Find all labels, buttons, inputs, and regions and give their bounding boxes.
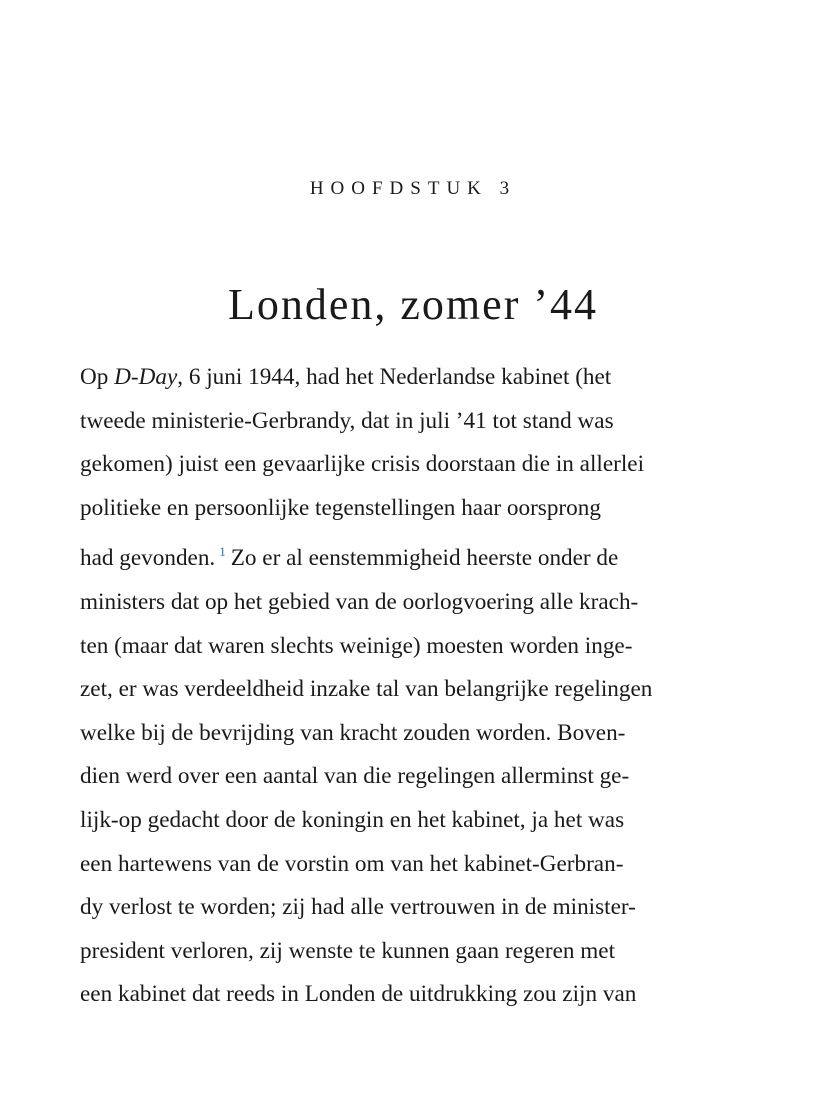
text-line: dien werd over een aantal van die regelingen allerminst ge- [80,763,630,790]
body-paragraph [80,356,746,1017]
text-line: welke bij de bevrijding van kracht zouden worden. Boven- [80,719,626,746]
text-line: ministers dat op het gebied van de oorlogvoering alle krach- [80,588,639,615]
text-line: ten (maar dat waren slechts weinige) moesten worden inge- [80,632,633,659]
chapter-label: HOOFDSTUK 3 [309,178,517,199]
text-line: een kabinet dat reeds in Londen de uitdrukking zou zijn van [80,981,637,1008]
text-fragment: had gevonden. [80,545,216,572]
text-line [80,356,746,400]
text-line: gekomen) juist een gevaarlijke crisis doorstaan die in allerlei [80,451,645,478]
text-line: lijk-op gedacht door de koningin en het kabinet, ja het was [80,806,625,833]
text-fragment: , 6 juni 1944, had het Nederlandse kabinet (het [177,364,612,390]
text-line: dy verlost te worden; zij had alle vertrouwen in de minister- [80,894,636,921]
text-fragment: Op [80,364,115,390]
text-line: tweede ministerie-Gerbrandy, dat in juli ’41 tot stand was [80,407,614,434]
text-line [80,530,746,581]
emphasis-d-day: D-Day [114,364,178,390]
chapter-title: Londen, zomer ’44 [228,280,598,329]
text-line: politieke en persoonlijke tegenstellingen haar oorsprong [80,494,601,521]
text-line: president verloren, zij wenste te kunnen gaan regeren met [80,937,616,964]
text-line: zet, er was verdeeldheid inzake tal van belangrijke regelingen [80,676,653,703]
text-line: een hartewens van de vorstin om van het kabinet-Gerbran- [80,850,624,877]
footnote-link[interactable]: 1 [219,544,226,560]
text-fragment: Zo er al eenstemmigheid heerste onder de [230,545,619,572]
